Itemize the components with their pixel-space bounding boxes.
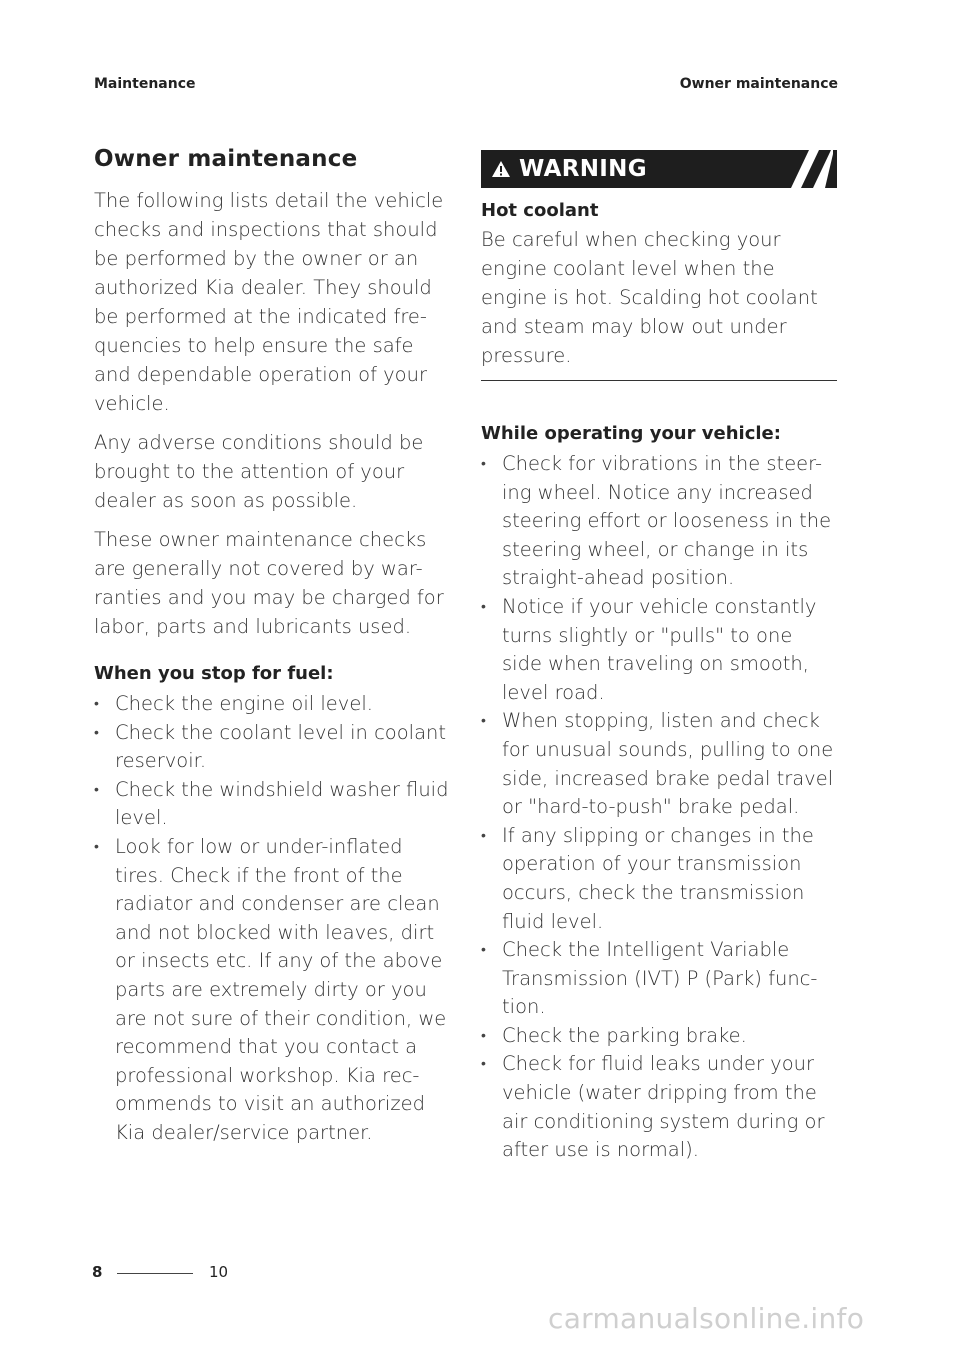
list-item [94,833,454,1148]
warning-text: Be careful when checking your engine coolant level when the engine is hot. Scalding hot coolant and steam may blow out under pressure. [481,228,818,367]
list-item-text: Check the parking brake. [502,1023,747,1047]
list-item-text: Check the windshield washer fluid level. [115,777,449,830]
bullet-icon: • [481,598,486,615]
operating-heading: While operating your vehicle: [481,423,781,444]
chapter-number: 8 [92,1263,103,1281]
list-item [94,776,454,833]
adverse-conditions-paragraph: Any adverse conditions should be brought to the attention of your dealer as soon as possible. [94,431,424,512]
page-number: 10 [209,1263,229,1281]
warning-triangle-icon [491,160,511,178]
list-item-text: Check for vibrations in the steer-ing wheel. Notice any increased steering effort or looseness in the steering wheel, or change in its straight-ahead position. [502,452,832,590]
left-column [94,146,454,1148]
running-header-section: Owner maintenance [679,76,838,92]
bullet-icon: • [94,781,99,798]
bullet-icon: • [94,696,99,712]
list-item-text: Check the engine oil level. [115,692,373,715]
list-item [481,450,837,593]
bullet-icon: • [94,838,99,855]
list-item [481,1050,837,1164]
list-item [94,719,454,776]
list-item [481,936,837,1022]
warning-divider [481,380,837,381]
warranty-paragraph: These owner maintenance checks are generally not covered by war-ranties and you may be charged for labor, parts and lubricants used. [94,528,444,638]
list-item-text: If any slipping or changes in the operation of your transmission occurs, check the transmission fluid level. [502,823,814,933]
warning-label: WARNING [519,156,647,182]
bullet-icon: • [481,827,486,844]
list-item [481,593,837,707]
fuel-stop-list [94,690,454,1148]
operating-list [481,450,837,1165]
bullet-icon: • [481,713,486,730]
list-item [481,707,837,821]
watermark: carmanualsonline.info [548,1302,865,1335]
footer-divider [117,1273,193,1274]
list-item-text: Notice if your vehicle constantly turns slightly or "pulls" to one side when traveling on smooth, level road. [502,594,817,704]
intro-paragraph: The following lists detail the vehicle checks and inspections that should be performed by the owner or an authorized Kia dealer. They should be performed at the indicated fre-quencies to help ensure the safe and dependable operation of your vehicle. [94,189,444,415]
list-item-text: Check the Intelligent Variable Transmission (IVT) P (Park) func-tion. [502,938,818,1019]
bullet-icon: • [481,456,486,472]
list-item [481,1022,837,1051]
bullet-icon: • [94,724,99,741]
hazard-stripes-icon [773,150,833,188]
list-item [481,822,837,936]
fuel-stop-heading: When you stop for fuel: [94,663,334,684]
page-title: Owner maintenance [94,146,358,172]
list-item-text: When stopping, listen and check for unusual sounds, pulling to one side, increased brake pedal travel or "hard-to-push" brake pedal. [502,709,834,819]
list-item [94,690,454,719]
bullet-icon: • [481,1027,486,1044]
warning-banner [481,150,837,188]
warning-subtitle: Hot coolant [481,200,599,221]
bullet-icon: • [481,942,486,959]
right-column [481,150,837,1165]
list-item-text: Look for low or under-inflated tires. Check if the front of the radiator and condenser are clean and not blocked with leaves, dirt or insects etc. If any of the above parts are extremely dirty or you are not sure of their condition, we recommend that you contact a professional workshop. Kia rec-ommends to visit an authorized Kia dealer/service partner. [115,834,447,1144]
list-item-text: Check for fluid leaks under your vehicle (water dripping from the air conditioning system during or after use is normal). [502,1052,825,1162]
running-header-chapter: Maintenance [94,76,196,92]
list-item-text: Check the coolant level in coolant reservoir. [115,720,447,773]
bullet-icon: • [481,1056,486,1073]
